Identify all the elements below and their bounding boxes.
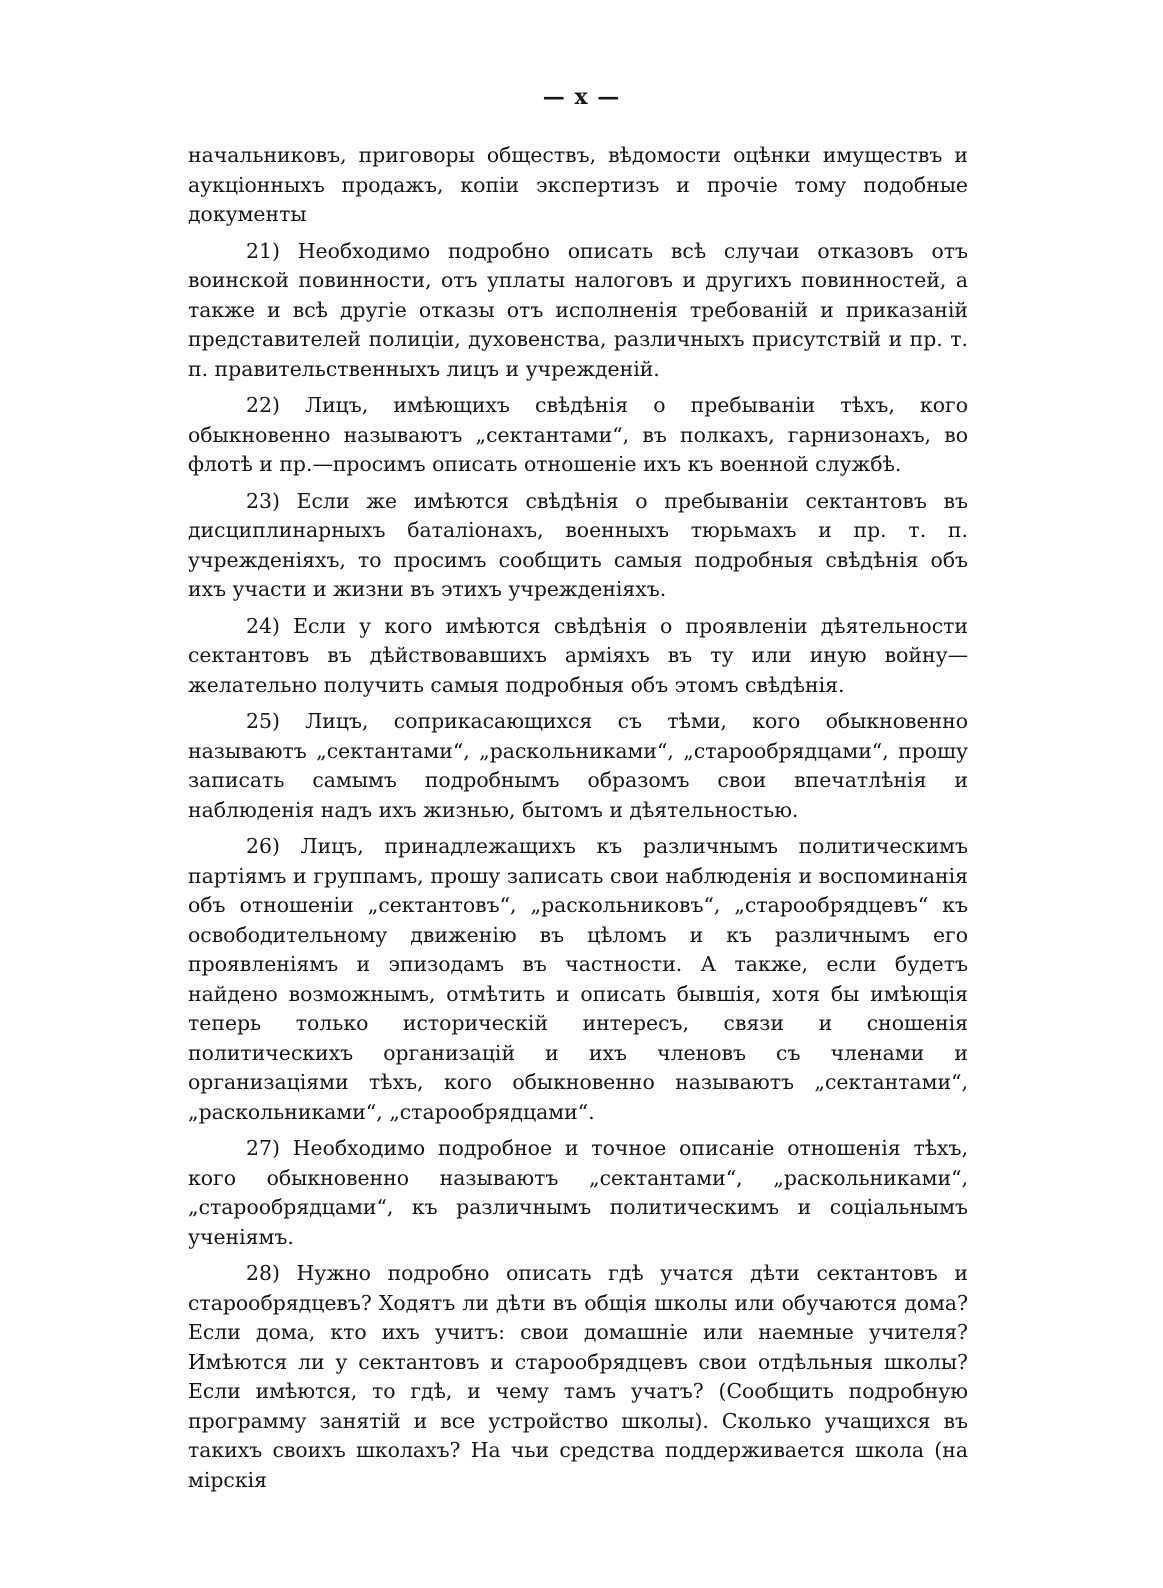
paragraph-item-25: 25) Лицъ, соприкасающихся съ тѣми, кого обыкновенно называютъ „сектантами“, „раскольниками“, „старообрядцами“, прошу записать самымъ подробнымъ образомъ свои впечатлѣнія и наблюденія надъ ихъ жизнью, бытомъ и дѣятельностью. [188, 709, 968, 822]
paragraph-item-22: 22) Лицъ, имѣющихъ свѣдѣнія о пребываніи тѣхъ, кого обыкновенно называютъ „сектантами“, въ полкахъ, гарнизонахъ, во флотѣ и пр.—просимъ описать отношеніе ихъ къ военной службѣ. [188, 393, 968, 476]
page-number: — x — [542, 84, 621, 110]
paragraph-item-26: 26) Лицъ, принадлежащихъ къ различнымъ политическимъ партіямъ и группамъ, прошу записать свои наблюденія и воспоминанія объ отношеніи „сектантовъ“, „раскольниковъ“, „старообрядцевъ“ къ освободительному движенію въ цѣломъ и къ различнымъ его проявленіямъ и эпизодамъ въ частности. А также, если будетъ найдено возможнымъ, отмѣтить и описать бывшія, хотя бы имѣющія теперь только историческій интересъ, связи и сношенія политическихъ организацій и ихъ членовъ съ членами и организаціями тѣхъ, кого обыкновенно называютъ „сектантами“, „раскольниками“, „старообрядцами“. [188, 834, 968, 1124]
paragraph-item-28: 28) Нужно подробно описать гдѣ учатся дѣти сектантовъ и старообрядцевъ? Ходятъ ли дѣти въ общія школы или обучаются дома? Если дома, кто ихъ учитъ: свои домашніе или наемные учителя? Имѣются ли у сектантовъ и старообрядцевъ свои отдѣльныя школы? Если имѣются, то гдѣ, и чему тамъ учатъ? (Сообщить подробную программу занятій и все устройство школы). Сколько учащихся въ такихъ своихъ школахъ? На чьи средства поддерживается школа (на мірскія [188, 1261, 968, 1492]
paragraph-item-24: 24) Если у кого имѣются свѣдѣнія о проявленіи дѣятельности сектантовъ въ дѣйствовавшихъ арміяхъ въ ту или иную войну—желательно получить самыя подробныя объ этомъ свѣдѣнія. [188, 613, 968, 697]
paragraph-item-23: 23) Если же имѣются свѣдѣнія о пребываніи сектантовъ въ дисциплинарныхъ баталіонахъ, военныхъ тюрьмахъ и пр. т. п. учрежденіяхъ, то просимъ сообщить самыя подробныя свѣдѣнія объ ихъ участи и жизни въ этихъ учрежденіяхъ. [188, 488, 968, 601]
body-text [188, 141, 968, 1502]
paragraph-item-21: 21) Необходимо подробно описать всѣ случаи отказовъ отъ воинской повинности, отъ уплаты налоговъ и другихъ повинностей, а также и всѣ другіе отказы отъ исполненія требованій и приказаній представителей полиціи, духовенства, различныхъ присутствій и пр. т. п. правительственныхъ лицъ и учрежденій. [188, 238, 968, 381]
paragraph-item-27: 27) Необходимо подробное и точное описаніе отношенія тѣхъ, кого обыкновенно называютъ „сектантами“, „раскольниками“, „старообрядцами“, къ различнымъ политическимъ и соціальнымъ ученіямъ. [188, 1136, 968, 1249]
paragraph-continuation: начальниковъ, приговоры обществъ, вѣдомости оцѣнки имуществъ и аукціонныхъ продажъ, копіи экспертизъ и прочіе тому подобные документы [188, 143, 968, 226]
